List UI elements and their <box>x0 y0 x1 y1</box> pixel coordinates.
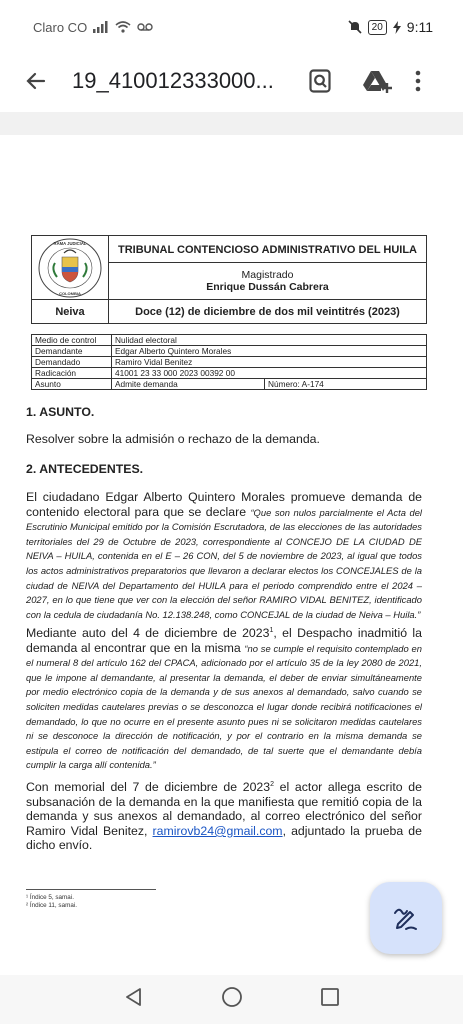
battery-indicator: 20 <box>368 20 387 35</box>
info-value: Edgar Alberto Quintero Morales <box>112 346 427 357</box>
footnote-2: ² Índice 11, samai. <box>26 902 77 909</box>
clock: 9:11 <box>406 19 433 35</box>
table-row <box>32 346 427 357</box>
add-to-drive-button[interactable] <box>353 54 403 108</box>
status-bar <box>0 0 463 54</box>
nav-home-icon <box>221 986 243 1008</box>
find-in-document-button[interactable] <box>295 54 345 108</box>
nav-recents-button[interactable] <box>320 987 340 1012</box>
back-arrow-icon <box>24 69 48 93</box>
more-options-button[interactable] <box>403 54 433 108</box>
seal-cell <box>32 236 109 300</box>
paragraph-text: , el Despacho inadmitió la demanda al encontrar que en la misma <box>26 626 422 655</box>
paragraph-antecedentes-3 <box>26 778 422 853</box>
email-link[interactable]: ramirovb24@gmail.com <box>152 823 283 838</box>
info-value: Nulidad electoral <box>112 335 427 346</box>
court-seal <box>35 237 105 299</box>
carrier-label: Claro CO <box>33 19 88 35</box>
paragraph-text: Con memorial del 7 de diciembre de 2023 <box>26 780 271 795</box>
system-nav-bar <box>0 975 463 1024</box>
more-vert-icon <box>415 70 421 92</box>
info-label: Demandante <box>32 346 112 357</box>
info-value: Ramiro Vidal Benitez <box>112 357 427 368</box>
app-toolbar <box>0 54 463 108</box>
svg-text:COLOMBIA: COLOMBIA <box>59 290 81 296</box>
info-label: Radicación <box>32 368 112 379</box>
charging-icon <box>393 21 401 34</box>
table-row <box>32 335 427 346</box>
court-name: TRIBUNAL CONTENCIOSO ADMINISTRATIVO DEL HUILA <box>109 237 426 263</box>
table-row <box>32 379 427 390</box>
paragraph-antecedentes-1 <box>26 490 422 621</box>
paragraph-text: , adjuntado la prueba de dicho envío. <box>26 823 422 853</box>
drive-add-icon <box>363 69 393 93</box>
page-separator <box>0 112 463 135</box>
paragraph-text: El ciudadano Edgar Alberto Quintero Morales promueve demanda de contenido electoral para que se declare <box>26 490 422 519</box>
date-cell: Doce (12) de diciembre de dos mil veintitrés (2023) <box>109 300 427 324</box>
info-label: Demandado <box>32 357 112 368</box>
back-button[interactable] <box>0 54 72 108</box>
nav-back-icon <box>124 987 144 1007</box>
nav-back-button[interactable] <box>124 987 144 1012</box>
table-row <box>32 357 427 368</box>
case-info-table <box>31 334 427 390</box>
paragraph-antecedentes-2 <box>26 624 422 772</box>
document-header <box>31 235 427 324</box>
header-title-cell <box>109 236 427 300</box>
nav-recents-icon <box>320 987 340 1007</box>
wifi-icon <box>115 21 131 33</box>
mute-icon <box>348 20 362 34</box>
footnote-ref: 2 <box>270 781 274 788</box>
footnote-ref: 1 <box>269 627 274 634</box>
nav-home-button[interactable] <box>221 986 243 1013</box>
seal-icon <box>37 237 103 299</box>
info-label: Asunto <box>32 379 112 390</box>
document-title: 19_410012333000... <box>72 68 274 93</box>
magistrate-label: Magistrado <box>241 268 294 281</box>
svg-text:RAMA JUDICIAL: RAMA JUDICIAL <box>53 240 87 246</box>
signal-icon <box>93 21 109 33</box>
info-value: 41001 23 33 000 2023 00392 00 <box>112 368 427 379</box>
info-number: Número: A-174 <box>265 379 427 390</box>
table-row <box>32 368 427 379</box>
search-doc-icon <box>309 69 331 93</box>
footnotes <box>26 894 77 910</box>
magistrate-name: Enrique Dussán Cabrera <box>206 280 329 293</box>
info-label: Medio de control <box>32 335 112 346</box>
info-value: Admite demanda <box>112 379 265 390</box>
footnote-1: ¹ Índice 5, samai. <box>26 894 74 901</box>
quoted-text: “no se cumple el requisito contemplado en el numeral 8 del artículo 162 del CPACA, adicionado por el artículo 35 de la ley 2080 de 2021, que le impone al demandante, al presentar la demanda, el deber de enviar simultáneamente por medio electrónico copia de la demanda y de sus anexos al demandado, salvo cuando se soliciten medidas cautelares previas o se desconozca el lugar donde recibirá notificaciones el demandado, lo que no ocurre en el presente asunto pues ni se solicitaron medidas cautelares ni se desconoce la dirección de notificación, y por el contrario en la misma demanda se estipula el correo de notificación del demandado, de tal suerte que el demandante debía cumplir la carga allí contenida.” <box>26 642 422 771</box>
paragraph-text: el actor allega escrito de subsanación de la demanda en la que manifiesta que remitió copia de la demanda y sus anexos al demandado, al correo electrónico del señor Ramiro Vidal Benitez, <box>26 780 422 838</box>
edit-fab-button[interactable] <box>370 882 442 954</box>
section-heading-antecedentes: 2. ANTECEDENTES. <box>26 462 144 476</box>
paragraph-asunto: Resolver sobre la admisión o rechazo de la demanda. <box>26 432 320 446</box>
paragraph-text: Mediante auto del 4 de diciembre de 2023 <box>26 626 270 641</box>
quoted-text: “Que son nulos parcialmente el Acta del Escrutinio Municipal emitido por la Comisión Escrutadora, de las elecciones de las autoridades territoriales del 29 de Octubre de 2023, correspondiente al CONCEJO DE LA CIUDAD DE NEIVA – HUILA, contenida en el E – 26 CON, del 5 de noviembre de 2023, al igual que todos los actos administrativos preparatorios que llevaron a declarar electos los CONCEJALES de la ciudad de NEIVA del Departamento del HUILA para el periodo comprendido entre el 2024 – 2027, en lo que tiene que ver con la elección del señor RAMIRO VIDAL BENITEZ, identificado con la cedula de ciudadanía No. 12.138.248, como CONCEJAL de la ciudad de Neiva – Huila.” <box>26 506 422 620</box>
section-heading-asunto: 1. ASUNTO. <box>26 405 95 419</box>
footnote-divider <box>26 889 156 890</box>
edit-pen-icon <box>392 904 420 932</box>
city-cell: Neiva <box>32 300 109 324</box>
voicemail-icon <box>137 22 153 32</box>
